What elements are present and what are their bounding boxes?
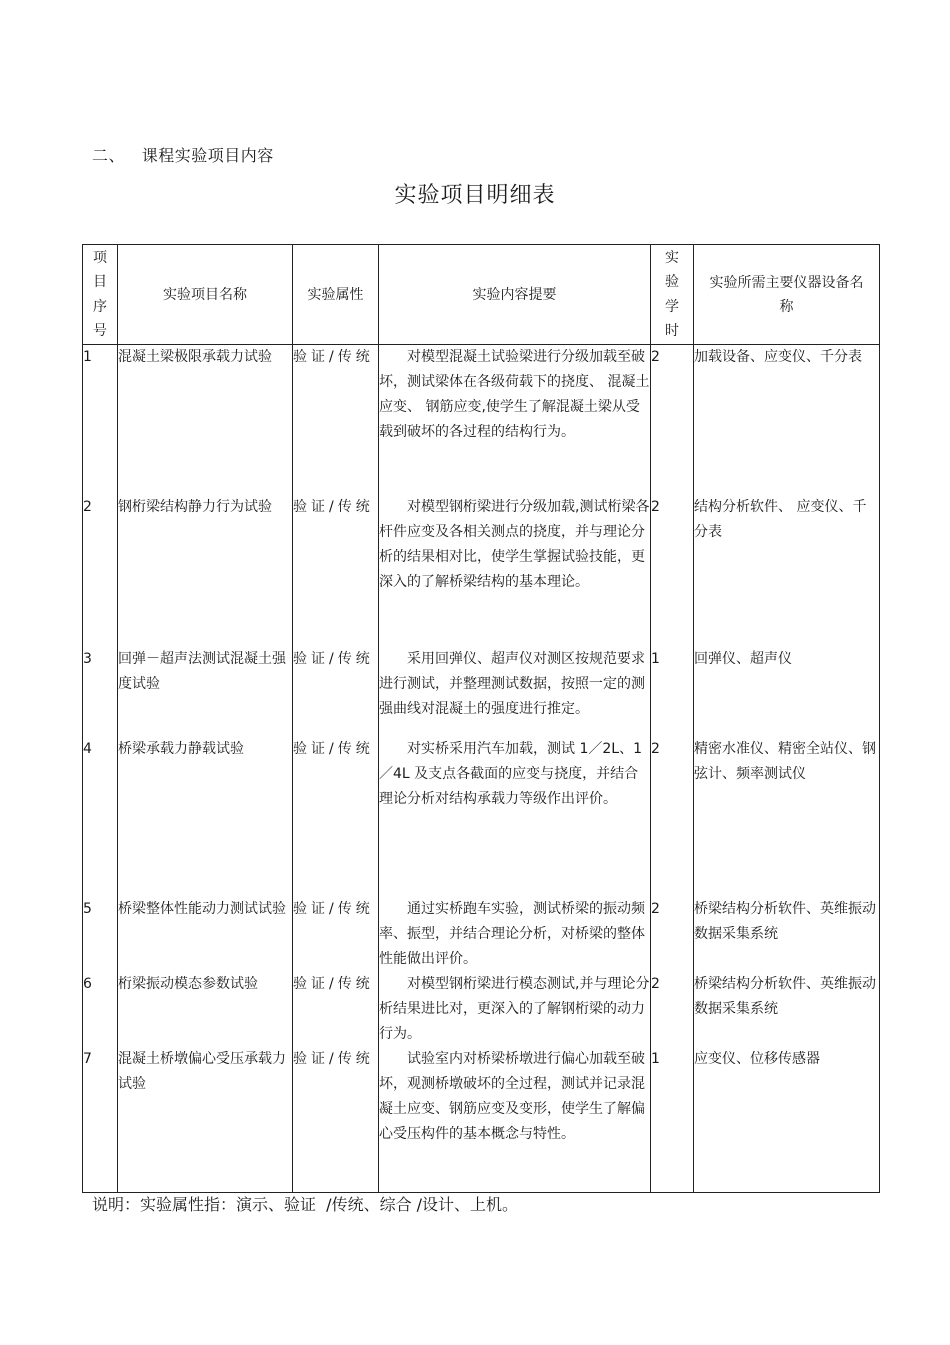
cell-equipment: 桥梁结构分析软件、英维振动数据采集系统 bbox=[694, 972, 880, 1047]
cell-name: 桁梁振动模态参数试验 bbox=[118, 972, 293, 1047]
cell-name: 混凝土梁极限承载力试验 bbox=[118, 345, 293, 496]
attribute-text: 验证/传统 bbox=[293, 901, 374, 917]
table-row bbox=[83, 972, 880, 1047]
header-hours-char: 验 bbox=[665, 274, 679, 290]
cell-content bbox=[379, 345, 651, 496]
cell-content bbox=[379, 495, 651, 647]
attribute-text: 验证/传统 bbox=[293, 499, 374, 515]
cell-no: 4 bbox=[83, 737, 118, 897]
cell-attribute bbox=[293, 345, 379, 496]
cell-no: 6 bbox=[83, 972, 118, 1047]
content-text: 对实桥采用汽车加载，测试 1／2L、1／4L 及支点各截面的应变与挠度，并结合理论分析对结构承载力等级作出评价。 bbox=[379, 741, 642, 807]
header-no-char: 号 bbox=[93, 323, 107, 339]
cell-no: 5 bbox=[83, 897, 118, 972]
cell-content bbox=[379, 737, 651, 897]
attribute-text: 验证/传统 bbox=[293, 976, 374, 992]
table-row bbox=[83, 1047, 880, 1193]
cell-name: 桥梁承载力静载试验 bbox=[118, 737, 293, 897]
content-text: 试验室内对桥梁桥墩进行偏心加载至破坏，观测桥墩破坏的全过程，测试并记录混凝土应变、钢筋应变及变形，使学生了解偏心受压构件的基本概念与特性。 bbox=[379, 1051, 645, 1142]
table-note: 说明：实验属性指：演示、验证 /传统、综合 /设计、上机。 bbox=[92, 1195, 519, 1214]
cell-no: 7 bbox=[83, 1047, 118, 1193]
content-text: 对模型钢桁梁进行分级加载,测试桁梁各杆件应变及各相关测点的挠度，并与理论分析的结果相对比，使学生掌握试验技能，更深入的了解桥梁结构的基本理论。 bbox=[379, 499, 650, 590]
cell-no: 3 bbox=[83, 647, 118, 737]
header-attribute: 实验属性 bbox=[293, 245, 379, 345]
header-hours-char: 学 bbox=[665, 298, 679, 315]
cell-attribute bbox=[293, 495, 379, 647]
cell-content bbox=[379, 897, 651, 972]
cell-equipment: 精密水准仪、精密全站仪、钢弦计、频率测试仪 bbox=[694, 737, 880, 897]
cell-equipment: 桥梁结构分析软件、英维振动数据采集系统 bbox=[694, 897, 880, 972]
cell-hours: 2 bbox=[651, 345, 694, 496]
cell-hours: 2 bbox=[651, 897, 694, 972]
table-row bbox=[83, 647, 880, 737]
cell-content bbox=[379, 972, 651, 1047]
header-equipment: 实验所需主要仪器设备名称 bbox=[694, 245, 880, 345]
header-hours-char: 实 bbox=[665, 249, 679, 266]
table-row bbox=[83, 737, 880, 897]
table-title: 实验项目明细表 bbox=[394, 183, 556, 208]
header-name: 实验项目名称 bbox=[118, 245, 293, 345]
header-no-char: 序 bbox=[93, 298, 107, 315]
cell-equipment: 结构分析软件、 应变仪、千分表 bbox=[694, 495, 880, 647]
cell-equipment: 应变仪、位移传感器 bbox=[694, 1047, 880, 1193]
cell-attribute bbox=[293, 1047, 379, 1193]
cell-hours: 1 bbox=[651, 1047, 694, 1193]
content-text: 通过实桥跑车实验，测试桥梁的振动频率、振型，并结合理论分析，对桥梁的整体性能做出评价。 bbox=[379, 901, 645, 967]
content-text: 采用回弹仪、超声仪对测区按规范要求进行测试，并整理测试数据，按照一定的测强曲线对混凝土的强度进行推定。 bbox=[379, 651, 645, 717]
cell-name: 钢桁梁结构静力行为试验 bbox=[118, 495, 293, 647]
attribute-text: 验证/传统 bbox=[293, 1051, 374, 1067]
cell-name: 回弹－超声法测试混凝土强度试验 bbox=[118, 647, 293, 737]
cell-hours: 2 bbox=[651, 495, 694, 647]
cell-hours: 2 bbox=[651, 737, 694, 897]
header-no-char: 项 bbox=[93, 249, 107, 266]
cell-equipment: 回弹仪、超声仪 bbox=[694, 647, 880, 737]
attribute-text: 验证/传统 bbox=[293, 741, 374, 757]
header-no-char: 目 bbox=[93, 274, 107, 290]
table-row bbox=[83, 495, 880, 647]
header-hours-char: 时 bbox=[665, 323, 679, 339]
cell-attribute bbox=[293, 737, 379, 897]
experiment-table bbox=[82, 244, 880, 1193]
section-heading: 二、 课程实验项目内容 bbox=[92, 146, 274, 165]
table-header-row bbox=[83, 245, 880, 345]
cell-name: 混凝土桥墩偏心受压承载力试验 bbox=[118, 1047, 293, 1193]
table-row bbox=[83, 345, 880, 496]
cell-name: 桥梁整体性能动力测试试验 bbox=[118, 897, 293, 972]
cell-no: 2 bbox=[83, 495, 118, 647]
cell-content bbox=[379, 1047, 651, 1193]
cell-hours: 1 bbox=[651, 647, 694, 737]
header-content: 实验内容提要 bbox=[379, 245, 651, 345]
cell-attribute bbox=[293, 897, 379, 972]
header-no bbox=[83, 245, 118, 345]
cell-attribute bbox=[293, 647, 379, 737]
cell-attribute bbox=[293, 972, 379, 1047]
content-text: 对模型混凝土试验梁进行分级加载至破坏，测试梁体在各级荷载下的挠度、 混凝土应变、 钢筋应变,使学生了解混凝土梁从受载到破坏的各过程的结构行为。 bbox=[379, 349, 650, 440]
header-hours bbox=[651, 245, 694, 345]
cell-content bbox=[379, 647, 651, 737]
cell-equipment: 加载设备、应变仪、千分表 bbox=[694, 345, 880, 496]
content-text: 对模型钢桁梁进行模态测试,并与理论分析结果进比对，更深入的了解钢桁梁的动力行为。 bbox=[379, 976, 650, 1042]
table-row bbox=[83, 897, 880, 972]
cell-hours: 2 bbox=[651, 972, 694, 1047]
attribute-text: 验证/传统 bbox=[293, 651, 374, 667]
attribute-text: 验证/传统 bbox=[293, 349, 374, 365]
cell-no: 1 bbox=[83, 345, 118, 496]
